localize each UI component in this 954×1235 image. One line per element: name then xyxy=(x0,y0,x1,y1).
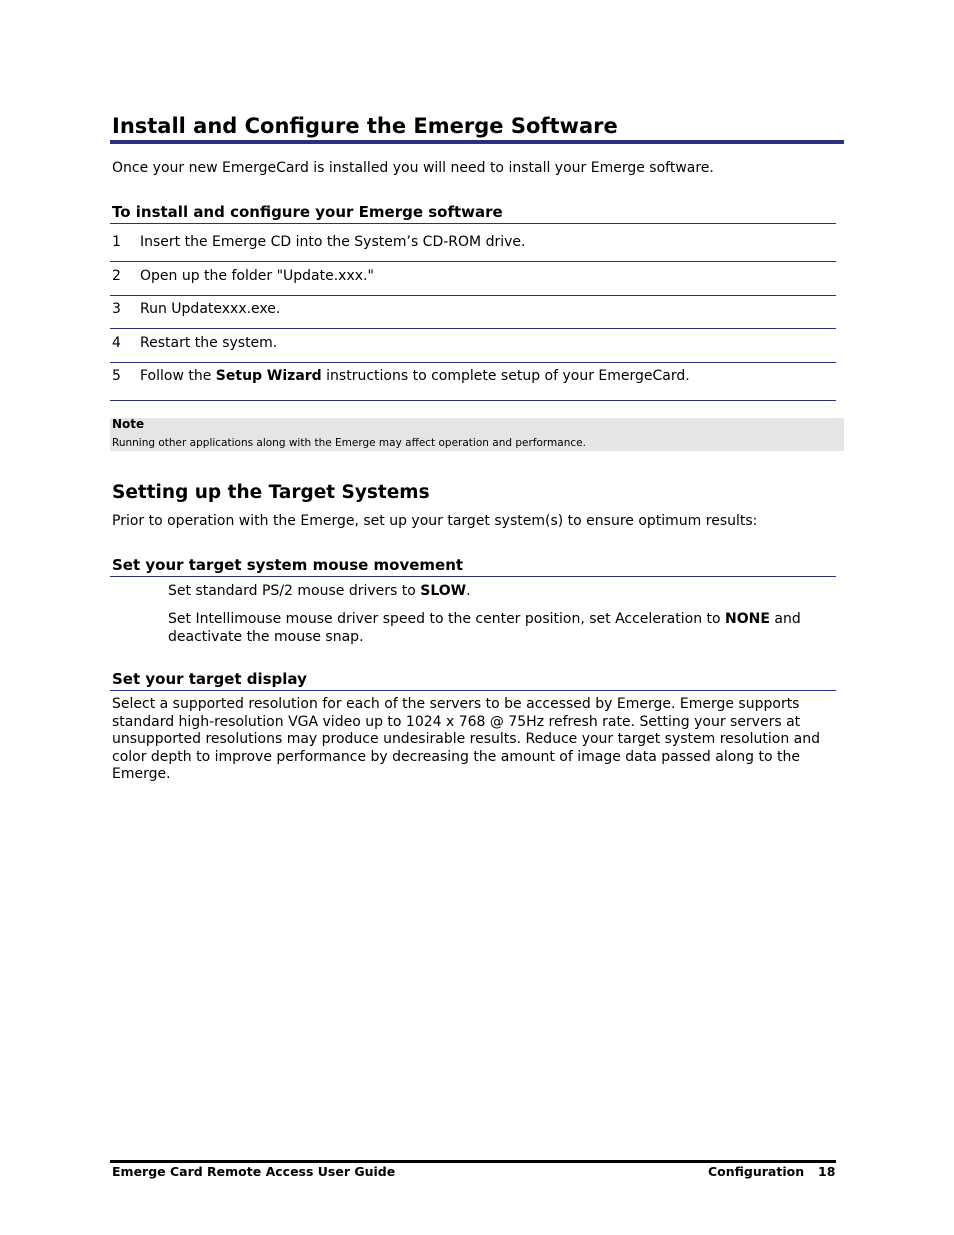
step-divider xyxy=(110,328,836,329)
steps-bottom-rule xyxy=(110,400,836,401)
step-text: Restart the system. xyxy=(140,335,278,351)
step-text: Run Updatexxx.exe. xyxy=(140,301,281,317)
title-rule xyxy=(110,140,844,144)
step-number: 2 xyxy=(112,268,121,284)
step-text: Follow the Setup Wizard instructions to complete setup of your EmergeCard. xyxy=(140,368,690,384)
step-number: 5 xyxy=(112,368,121,384)
intro-text: Once your new EmergeCard is installed you will need to install your Emerge software. xyxy=(112,160,714,176)
step-divider xyxy=(110,261,836,262)
setup-wizard-term: Setup Wizard xyxy=(215,368,322,384)
step-text: Open up the folder "Update.xxx." xyxy=(140,268,374,284)
footer-rule xyxy=(110,1160,836,1163)
display-heading-rule xyxy=(110,690,836,691)
mouse-ps2-text: Set standard PS/2 mouse drivers to SLOW. xyxy=(168,583,471,599)
install-heading: To install and configure your Emerge software xyxy=(112,203,503,221)
display-heading: Set your target display xyxy=(112,670,307,688)
step-number: 4 xyxy=(112,335,121,351)
page-title: Install and Configure the Emerge Software xyxy=(112,114,618,138)
step-divider xyxy=(110,295,836,296)
step-item xyxy=(112,234,836,251)
step-item xyxy=(112,368,836,385)
install-heading-rule xyxy=(110,223,836,224)
footer-guide-title: Emerge Card Remote Access User Guide xyxy=(112,1164,396,1179)
target-systems-heading: Setting up the Target Systems xyxy=(112,482,430,503)
mouse-heading-rule xyxy=(110,576,836,577)
step-item xyxy=(112,268,836,285)
step-number: 3 xyxy=(112,301,121,317)
step-item xyxy=(112,301,836,318)
page-number: 18 xyxy=(818,1164,836,1179)
step-item xyxy=(112,335,836,352)
note-text: Running other applications along with the Emerge may affect operation and performance. xyxy=(112,437,586,449)
mouse-heading: Set your target system mouse movement xyxy=(112,556,464,574)
footer-section: Configuration xyxy=(708,1164,805,1179)
step-number: 1 xyxy=(112,234,121,250)
note-title: Note xyxy=(112,417,145,431)
step-divider xyxy=(110,362,836,363)
mouse-intellimouse-text: Set Intellimouse mouse driver speed to the center position, set Acceleration to NONE and deactivate the mouse snap. xyxy=(168,611,801,645)
step-text: Insert the Emerge CD into the System’s CD-ROM drive. xyxy=(140,234,526,250)
display-text: Select a supported resolution for each of the servers to be accessed by Emerge. Emerge supports standard high-resolution VGA video up to 1024 x 768 @ 75Hz refresh rate. Setting your servers at unsupported resolutions may produce undesirable results. Reduce your target system resolution and color depth to improve performance by decreasing the amount of image data passed along to the Emerge. xyxy=(112,696,821,782)
target-systems-intro: Prior to operation with the Emerge, set up your target system(s) to ensure optimum results: xyxy=(112,513,758,529)
